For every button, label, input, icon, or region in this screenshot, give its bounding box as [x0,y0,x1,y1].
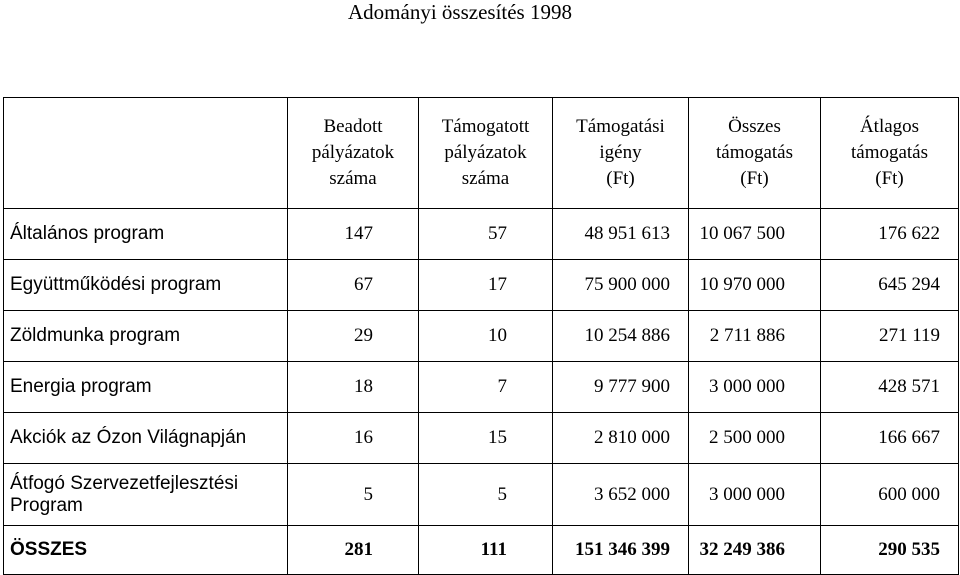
row-label: Általános program [4,209,288,260]
table-total-row [4,526,959,575]
table-header-row [4,98,959,209]
total-submitted: 281 [288,526,419,575]
cell-supported: 17 [419,260,553,311]
table-row [4,209,959,260]
header-line: (Ft) [606,168,635,189]
cell-requested: 3 652 000 [553,464,689,526]
row-label: Együttműködési program [4,260,288,311]
row-label: Energia program [4,362,288,413]
cell-average-support: 600 000 [821,464,959,526]
header-requested-amount [553,98,689,209]
cell-total-support: 3 000 000 [689,464,821,526]
header-line: Összes [728,116,781,137]
cell-average-support: 271 119 [821,311,959,362]
cell-average-support: 645 294 [821,260,959,311]
document-title: Adományi összesítés 1998 [348,0,572,24]
cell-supported: 7 [419,362,553,413]
cell-supported: 15 [419,413,553,464]
header-line: Átlagos [859,116,920,137]
header-line: (Ft) [740,168,769,189]
header-average-support [821,98,959,209]
cell-total-support: 2 711 886 [689,311,821,362]
summary-table [3,97,959,575]
table-row [4,260,959,311]
header-line: (Ft) [875,168,904,189]
header-line: pályázatok [444,142,527,163]
row-label [4,464,288,526]
cell-supported: 5 [419,464,553,526]
cell-requested: 2 810 000 [553,413,689,464]
header-line: támogatás [850,142,929,163]
total-supported: 111 [419,526,553,575]
total-label: ÖSSZES [4,526,288,575]
cell-requested: 10 254 886 [553,311,689,362]
header-total-support [689,98,821,209]
table-row [4,413,959,464]
header-line: igény [599,142,642,163]
cell-requested: 48 951 613 [553,209,689,260]
row-label-line: Átfogó Szervezetfejlesztési [10,472,239,494]
cell-submitted: 147 [288,209,419,260]
header-line: támogatás [715,142,794,163]
table-row [4,311,959,362]
header-line: száma [329,168,377,189]
cell-requested: 75 900 000 [553,260,689,311]
cell-submitted: 29 [288,311,419,362]
cell-total-support: 2 500 000 [689,413,821,464]
header-line: pályázatok [311,142,395,163]
header-line: Támogatási [576,116,665,137]
total-total-support: 32 249 386 [689,526,821,575]
cell-submitted: 18 [288,362,419,413]
header-line: Beadott [323,116,383,137]
row-label: Zöldmunka program [4,311,288,362]
cell-requested: 9 777 900 [553,362,689,413]
total-requested: 151 346 399 [553,526,689,575]
table-row [4,464,959,526]
header-empty-cell [4,98,288,209]
cell-total-support: 10 067 500 [689,209,821,260]
cell-submitted: 16 [288,413,419,464]
header-supported-count [419,98,553,209]
cell-average-support: 428 571 [821,362,959,413]
cell-submitted: 67 [288,260,419,311]
cell-average-support: 166 667 [821,413,959,464]
row-label-line: Program [10,494,83,516]
cell-average-support: 176 622 [821,209,959,260]
header-line: Támogatott [441,116,530,137]
table-row [4,362,959,413]
cell-total-support: 10 970 000 [689,260,821,311]
total-average-support: 290 535 [821,526,959,575]
header-line: száma [461,168,510,189]
header-submitted-count [288,98,419,209]
cell-total-support: 3 000 000 [689,362,821,413]
cell-supported: 10 [419,311,553,362]
cell-supported: 57 [419,209,553,260]
row-label: Akciók az Ózon Világnapján [4,413,288,464]
cell-submitted: 5 [288,464,419,526]
